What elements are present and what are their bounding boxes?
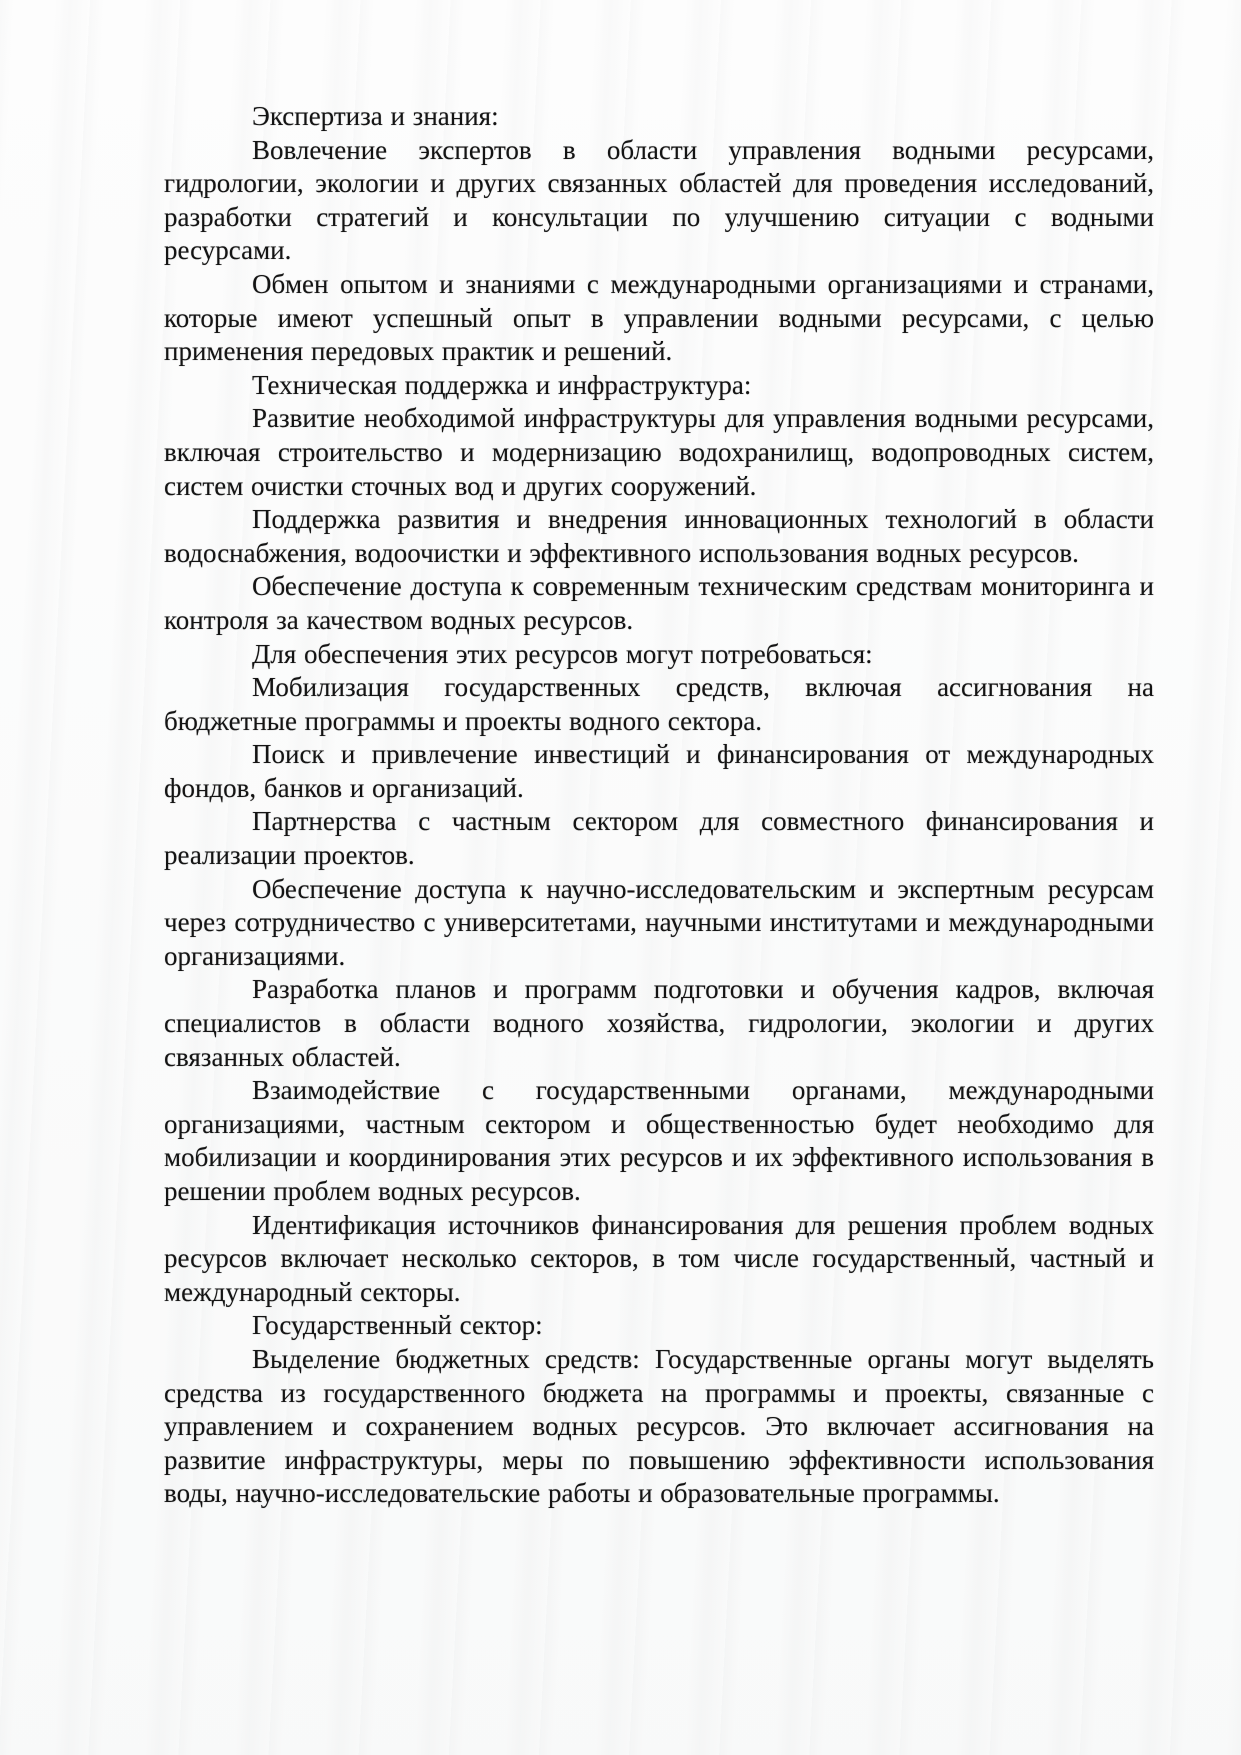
- paragraph: Экспертиза и знания:: [252, 101, 499, 131]
- document-body: [164, 100, 1154, 1511]
- paragraph: Поддержка развития и внедрения инновационных технологий в области водоснабжения, водоочистки и эффективного использования водных ресурсов.: [164, 504, 1154, 568]
- paragraph: Разработка планов и программ подготовки и обучения кадров, включая специалистов в области водного хозяйства, гидрологии, экологии и других связанных областей.: [164, 974, 1154, 1072]
- paragraph: Взаимодействие с государственными органами, международными организациями, частным сектором и общественностью будет необходимо для мобилизации и координирования этих ресурсов и их эффективного использования в решении проблем водных ресурсов.: [164, 1075, 1154, 1206]
- paragraph: Идентификация источников финансирования для решения проблем водных ресурсов включает несколько секторов, в том числе государственный, частный и международный секторы.: [164, 1209, 1154, 1307]
- paragraph: Партнерства с частным сектором для совместного финансирования и реализации проектов.: [164, 806, 1154, 871]
- paragraph: Обеспечение доступа к научно-исследовательским и экспертным ресурсам через сотрудничество с университетами, научными институтами и международными организациями.: [164, 873, 1154, 971]
- paragraph: Вовлечение экспертов в области управления водными ресурсами, гидрологии, экологии и других связанных областей для проведения исследований, разработки стратегий и консультации по улучшению ситуации с водными ресурсами.: [164, 134, 1154, 266]
- paragraph: Выделение бюджетных средств: Государственные органы могут выделять средства из государственного бюджета на программы и проекты, связанные с управлением и сохранением водных ресурсов. Это включает ассигнования на развитие инфраструктуры, меры по повышению эффективности использования воды, научно-исследовательские работы и образовательные программы.: [164, 1343, 1154, 1509]
- paragraph: Обмен опытом и знаниями с международными организациями и странами, которые имеют успешный опыт в управлении водными ресурсами, с целью применения передовых практик и решений.: [164, 268, 1154, 367]
- paragraph: Мобилизация государственных средств, включая ассигнования на бюджетные программы и проекты водного сектора.: [164, 672, 1154, 736]
- paragraph: Для обеспечения этих ресурсов могут потребоваться:: [252, 638, 873, 669]
- paragraph: Техническая поддержка и инфраструктура:: [252, 369, 752, 400]
- paragraph: Развитие необходимой инфраструктуры для управления водными ресурсами, включая строительство и модернизацию водохранилищ, водопроводных систем, систем очистки сточных вод и других сооружений.: [164, 403, 1154, 501]
- paragraph: Государственный сектор:: [252, 1310, 543, 1341]
- paragraph: Поиск и привлечение инвестиций и финансирования от международных фондов, банков и организаций.: [164, 739, 1154, 803]
- paragraph: Обеспечение доступа к современным техническим средствам мониторинга и контроля за качеством водных ресурсов.: [164, 571, 1154, 635]
